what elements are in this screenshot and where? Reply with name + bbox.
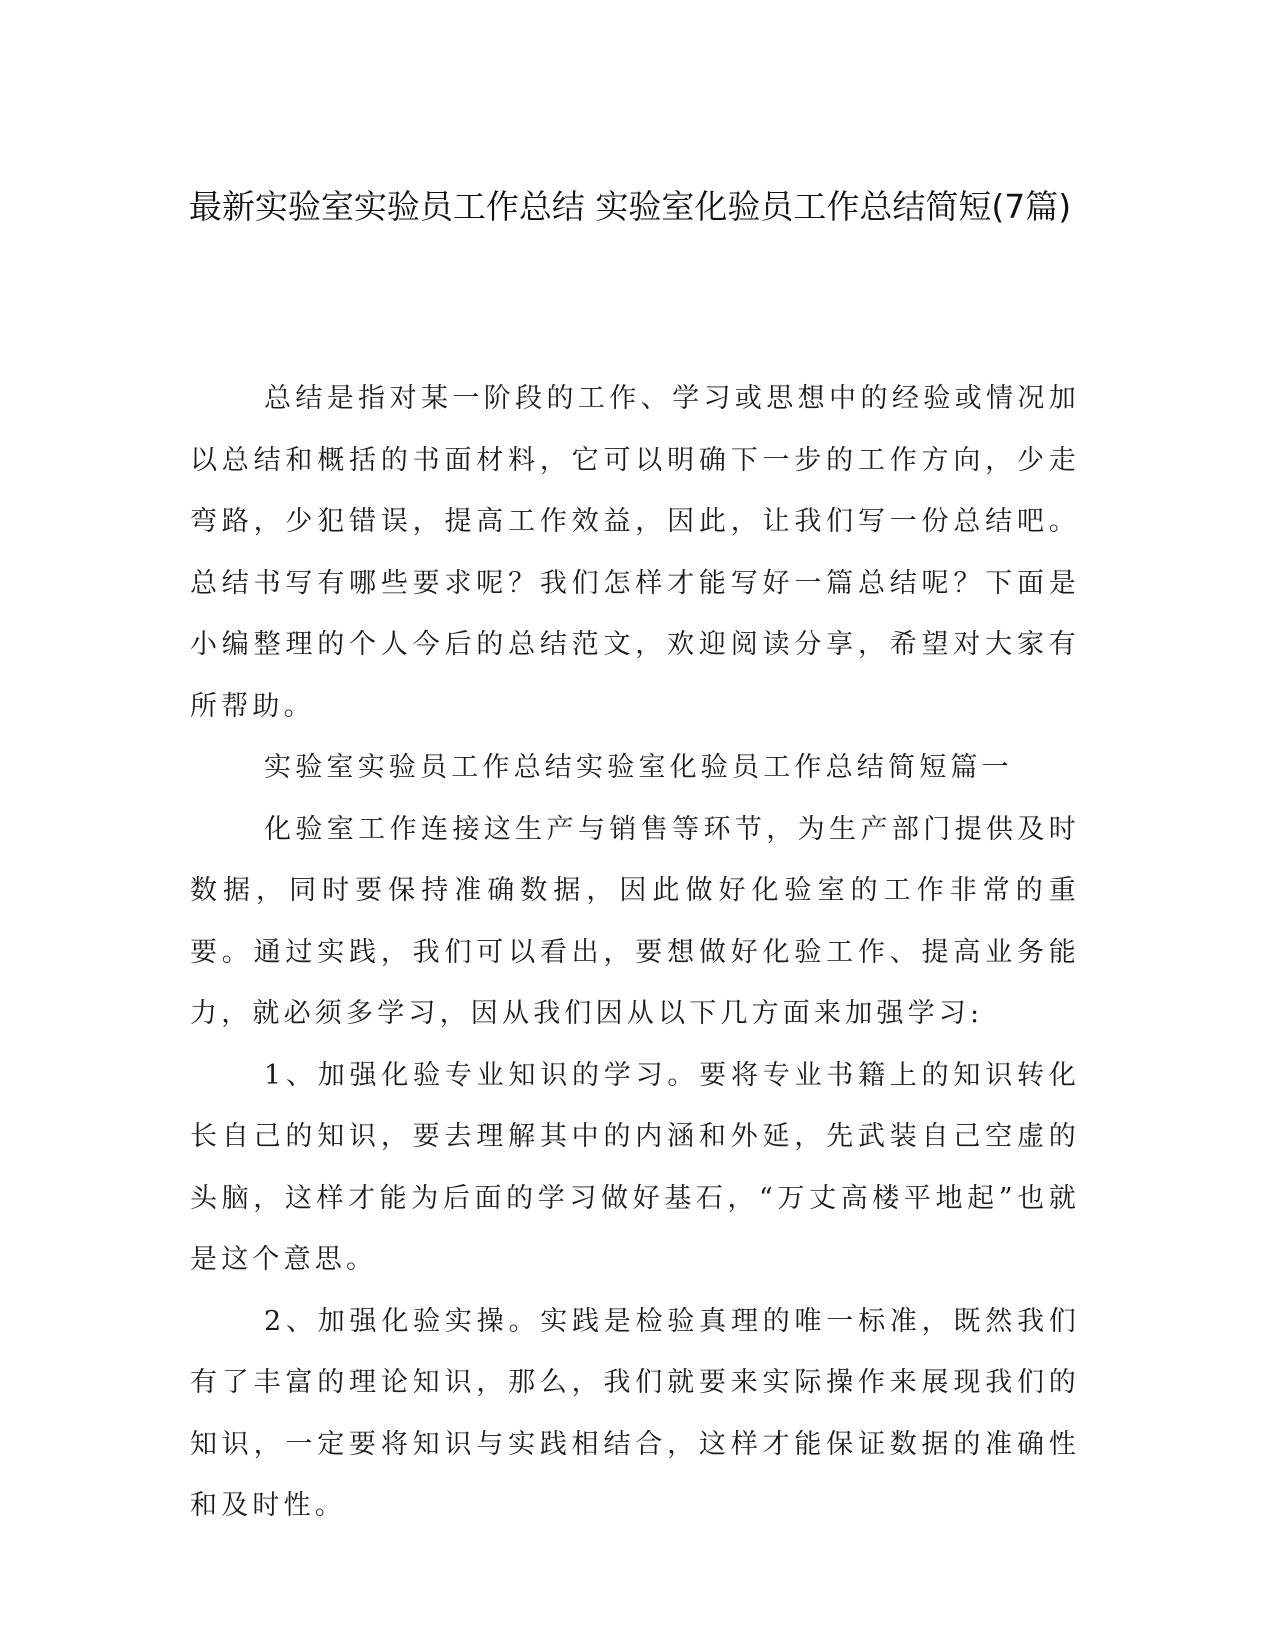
body-paragraph: 化验室工作连接这生产与销售等环节，为生产部门提供及时数据，同时要保持准确数据，因此做好化验室的工作非常的重要。通过实践，我们可以看出，要想做好化验工作、提高业务能力，就必须多学习，因从我们因从以下几方面来加强学习: <box>190 813 1080 1029</box>
list-item-1: 1、加强化验专业知识的学习。要将专业书籍上的知识转化长自己的知识，要去理解其中的内涵和外延，先武装自己空虚的头脑，这样才能为后面的学习做好基石，“万丈高楼平地起”也就是这个意思。 <box>190 1059 1080 1275</box>
document-body <box>190 368 1080 1537</box>
section-heading: 实验室实验员工作总结实验室化验员工作总结简短篇一 <box>264 752 1013 783</box>
document-title: 最新实验室实验员工作总结 实验室化验员工作总结简短(7篇) <box>188 187 1072 226</box>
list-item-2: 2、加强化验实操。实践是检验真理的唯一标准，既然我们有了丰富的理论知识，那么，我们就要来实际操作来展现我们的知识，一定要将知识与实践相结合，这样才能保证数据的准确性和及时性。 <box>190 1305 1080 1521</box>
intro-paragraph: 总结是指对某一阶段的工作、学习或思想中的经验或情况加以总结和概括的书面材料，它可以明确下一步的工作方向，少走弯路，少犯错误，提高工作效益，因此，让我们写一份总结吧。总结书写有哪些要求呢？我们怎样才能写好一篇总结呢？下面是小编整理的个人今后的总结范文，欢迎阅读分享，希望对大家有所帮助。 <box>190 383 1080 722</box>
